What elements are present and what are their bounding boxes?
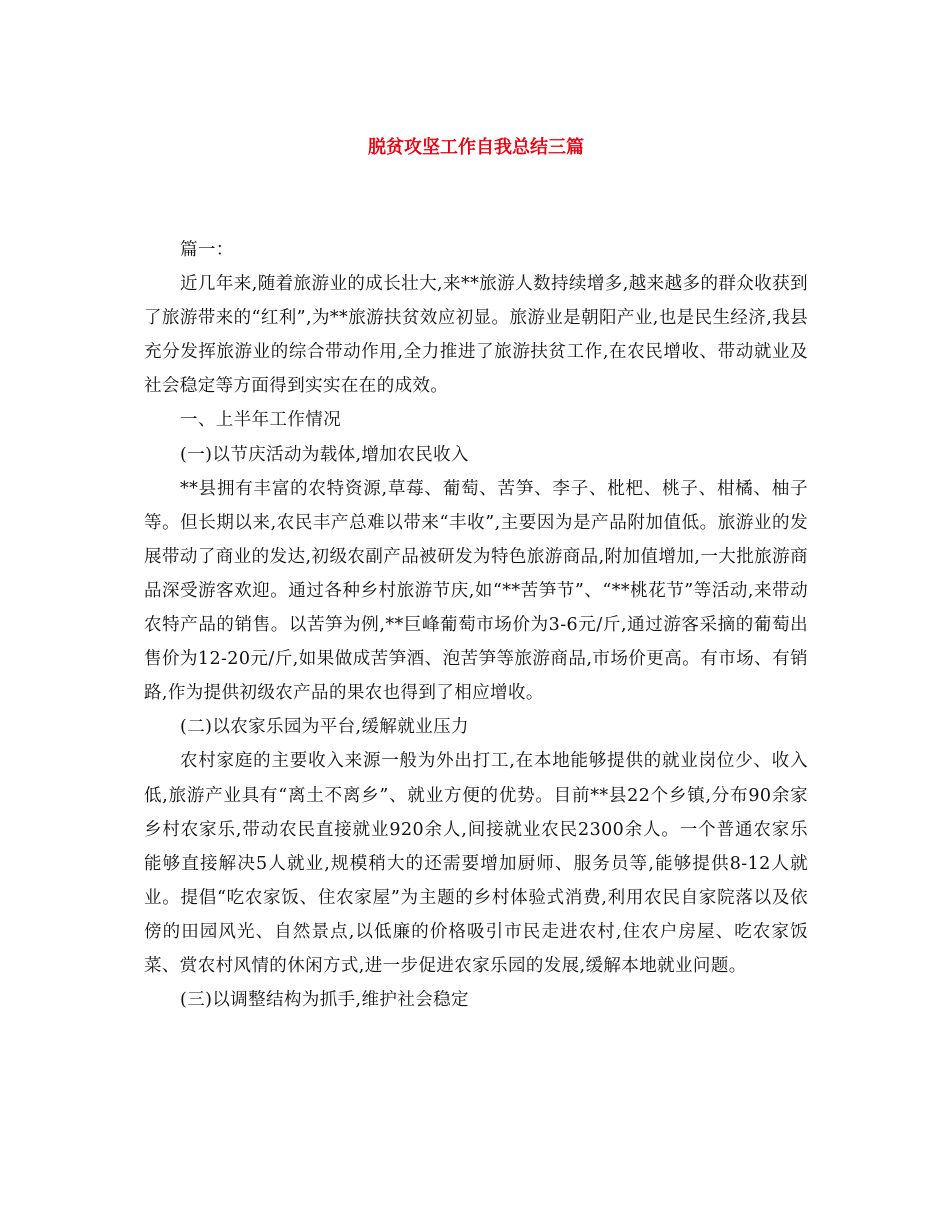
subsection-heading-1: (一)以节庆活动为载体,增加农民收入 [180,444,469,465]
body-paragraph-2: 农村家庭的主要收入来源一般为外出打工,在本地能够提供的就业岗位少、收入低,旅游产业具有“离土不离乡”、就业方便的优势。目前**县22个乡镇,分布90余家乡村农家乐,带动农民直接就业920余人,间接就业农民2300余人。一个普通农家乐能够直接解决5人就业,规模稍大的还需要增加厨师、服务员等,能够提供8-12人就业。提倡“吃农家饭、住农家屋”为主题的乡村体验式消费,利用农民自家院落以及依傍的田园风光、自然景点,以低廉的价格吸引市民走进农村,住农户房屋、吃农家饭菜、赏农村风情的休闲方式,进一步促进农家乐园的发展,缓解本地就业问题。 [144,751,808,976]
document-title: 脱贫攻坚工作自我总结三篇 [368,137,584,158]
document-page [144,0,808,1230]
subsection-heading-3: (三)以调整结构为抓手,维护社会稳定 [180,990,469,1011]
section-heading: 一、上半年工作情况 [180,410,342,431]
subsection-heading-2: (二)以农家乐园为平台,缓解就业压力 [180,717,469,738]
intro-paragraph: 近几年来,随着旅游业的成长壮大,来**旅游人数持续增多,越来越多的群众收获到了旅游带来的“红利”,为**旅游扶贫效应初显。旅游业是朝阳产业,也是民生经济,我县充分发挥旅游业的综合带动作用,全力推进了旅游扶贫工作,在农民增收、带动就业及社会稳定等方面得到实实在在的成效。 [144,274,808,397]
body-paragraph-1: **县拥有丰富的农特资源,草莓、葡萄、苦笋、李子、枇杷、桃子、柑橘、柚子等。但长期以来,农民丰产总难以带来“丰收”,主要因为是产品附加值低。旅游业的发展带动了商业的发达,初级农副产品被研发为特色旅游商品,附加值增加,一大批旅游商品深受游客欢迎。通过各种乡村旅游节庆,如“**苦笋节”、“**桃花节”等活动,来带动农特产品的销售。以苦笋为例,**巨峰葡萄市场价为3-6元/斤,通过游客采摘的葡萄出售价为12-20元/斤,如果做成苦笋酒、泡苦笋等旅游商品,市场价更高。有市场、有销路,作为提供初级农产品的果农也得到了相应增收。 [144,478,808,704]
document-body [144,233,808,1017]
part-label: 篇一： [180,240,234,260]
